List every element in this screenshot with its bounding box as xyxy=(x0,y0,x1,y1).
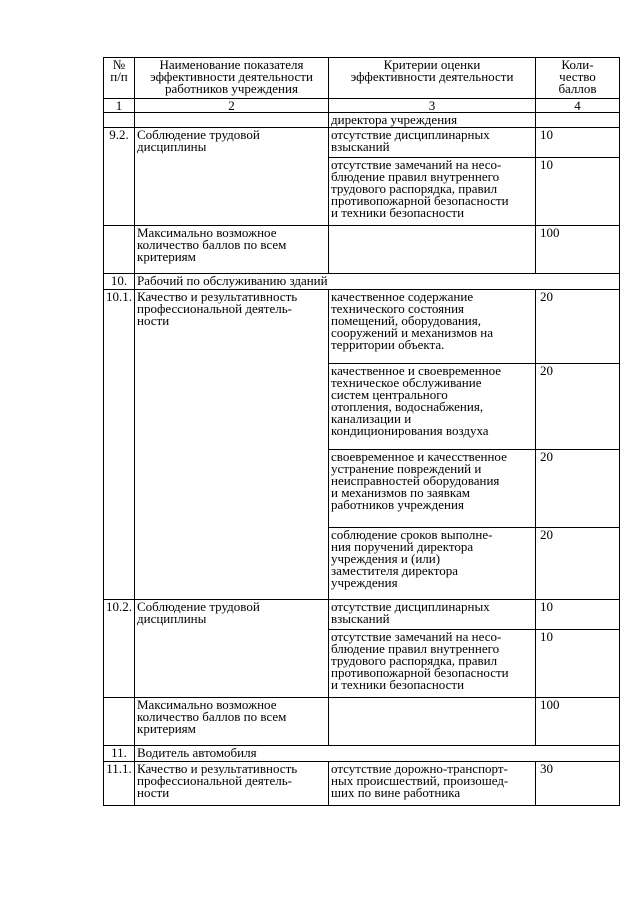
indicator-cell: Качество и результативность профессиональной деятель- ности xyxy=(135,762,329,806)
points-cell: 20 xyxy=(536,450,620,528)
column-index: 4 xyxy=(536,99,620,113)
points-cell: 30 xyxy=(536,762,620,806)
indicator-cell: Качество и результативность профессиональной деятель- ности xyxy=(135,290,329,600)
points-cell: 10 xyxy=(536,158,620,226)
table-row-max xyxy=(104,698,620,746)
column-index: 1 xyxy=(104,99,135,113)
table-row xyxy=(104,128,620,158)
points-cell: 100 xyxy=(536,226,620,274)
points-cell xyxy=(536,113,620,128)
header-criteria: Критерии оценки эффективности деятельности xyxy=(329,58,536,99)
criteria-cell xyxy=(329,226,536,274)
criteria-cell: отсутствие дорожно-транспорт- ных происшествий, произошед- ших по вине работника xyxy=(329,762,536,806)
points-cell: 10 xyxy=(536,600,620,630)
num-cell: 9.2. xyxy=(104,128,135,226)
criteria-cell xyxy=(329,698,536,746)
points-cell: 10 xyxy=(536,128,620,158)
criteria-cell: качественное и своевременное техническое обслуживание систем центрального отопления, водоснабжения, канализации и кондиционирования воздуха xyxy=(329,364,536,450)
points-cell: 20 xyxy=(536,290,620,364)
header-points: Коли- чество баллов xyxy=(536,58,620,99)
criteria-cell: качественное содержание технического состояния помещений, оборудования, сооружений и механизмов на территории объекта. xyxy=(329,290,536,364)
points-cell: 100 xyxy=(536,698,620,746)
section-title: Водитель автомобиля xyxy=(135,746,620,762)
indicator-cell: Максимально возможное количество баллов по всем критериям xyxy=(135,226,329,274)
points-cell: 10 xyxy=(536,630,620,698)
table-header-row xyxy=(104,58,620,99)
section-row xyxy=(104,746,620,762)
column-index-row xyxy=(104,99,620,113)
num-cell xyxy=(104,226,135,274)
criteria-cell: соблюдение сроков выполне- ния поручений директора учреждения и (или) заместителя директора учреждения xyxy=(329,528,536,600)
table-row-max xyxy=(104,226,620,274)
num-cell: 10.1. xyxy=(104,290,135,600)
indicator-cell: Максимально возможное количество баллов по всем критериям xyxy=(135,698,329,746)
criteria-cell: отсутствие замечаний на несо- блюдение правил внутреннего трудового распорядка, правил противопожарной безопасности и техники безопасности xyxy=(329,158,536,226)
section-title: Рабочий по обслуживанию зданий xyxy=(135,274,620,290)
table-row xyxy=(104,762,620,806)
criteria-cell: отсутствие замечаний на несо- блюдение правил внутреннего трудового распорядка, правил противопожарной безопасности и техники безопасности xyxy=(329,630,536,698)
num-cell: 10.2. xyxy=(104,600,135,698)
column-index: 3 xyxy=(329,99,536,113)
section-num: 11. xyxy=(104,746,135,762)
section-num: 10. xyxy=(104,274,135,290)
header-indicator: Наименование показателя эффективности деятельности работников учреждения xyxy=(135,58,329,99)
num-cell xyxy=(104,113,135,128)
indicator-cell xyxy=(135,113,329,128)
header-num: № п/п xyxy=(104,58,135,99)
criteria-cell: отсутствие дисциплинарных взысканий xyxy=(329,600,536,630)
indicator-cell: Соблюдение трудовой дисциплины xyxy=(135,128,329,226)
column-index: 2 xyxy=(135,99,329,113)
num-cell xyxy=(104,698,135,746)
num-cell: 11.1. xyxy=(104,762,135,806)
section-row xyxy=(104,274,620,290)
table-row xyxy=(104,290,620,364)
points-cell: 20 xyxy=(536,528,620,600)
table-row xyxy=(104,600,620,630)
criteria-cell: отсутствие дисциплинарных взысканий xyxy=(329,128,536,158)
criteria-table xyxy=(103,57,620,806)
points-cell: 20 xyxy=(536,364,620,450)
criteria-cell: своевременное и качесственное устранение повреждений и неисправностей оборудования и механизмов по заявкам работников учреждения xyxy=(329,450,536,528)
table-row xyxy=(104,113,620,128)
criteria-cell: директора учреждения xyxy=(329,113,536,128)
indicator-cell: Соблюдение трудовой дисциплины xyxy=(135,600,329,698)
